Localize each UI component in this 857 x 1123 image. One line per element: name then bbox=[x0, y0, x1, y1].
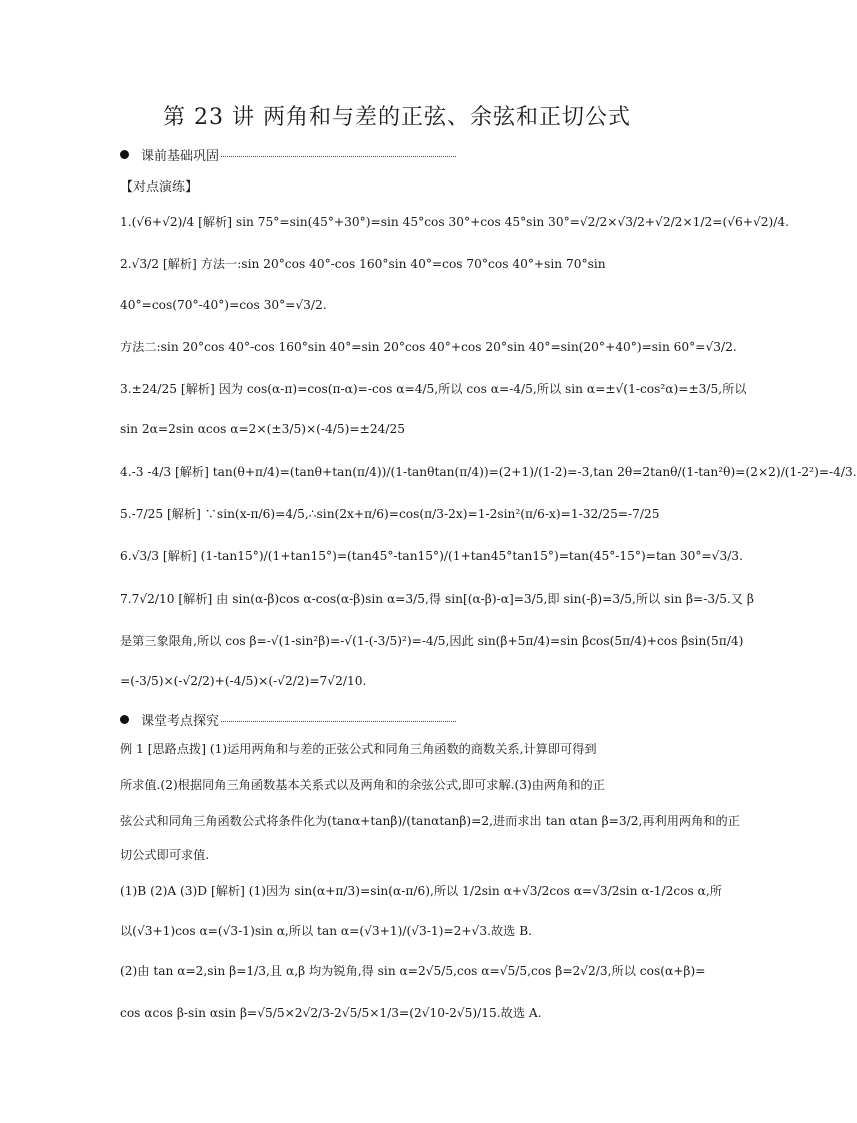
bullet-icon bbox=[120, 150, 129, 159]
section-heading-classroom bbox=[120, 710, 456, 729]
answer-line: 1.(√6+√2)/4 [解析] sin 75°=sin(45°+30°)=sin 45°cos 30°+cos 45°sin 30°=√2/2×√3/2+√2/2×1/2=(√6+√2)/4. bbox=[120, 215, 789, 229]
section-heading-text: 课前基础巩固 bbox=[141, 149, 220, 164]
dotted-divider bbox=[221, 721, 456, 722]
example-line: 所求值.(2)根据同角三角函数基本关系式以及两角和的余弦公式,即可求解.(3)由两角和的正 bbox=[120, 778, 605, 792]
dotted-divider bbox=[221, 156, 456, 157]
bullet-icon bbox=[120, 715, 129, 724]
section-heading-basics bbox=[120, 145, 456, 164]
example-line: 切公式即可求值. bbox=[120, 848, 210, 862]
page-title: 第 23 讲 两角和与差的正弦、余弦和正切公式 bbox=[163, 105, 631, 130]
section-heading-text: 课堂考点探究 bbox=[141, 714, 220, 729]
example-line: 例 1 [思路点拨] (1)运用两角和与差的正弦公式和同角三角函数的商数关系,计算即可得到 bbox=[120, 742, 597, 756]
example-line: cos αcos β-sin αsin β=√5/5×2√2/3-2√5/5×1/3=(2√10-2√5)/15.故选 A. bbox=[120, 1006, 542, 1020]
answer-line: sin 2α=2sin αcos α=2×(±3/5)×(-4/5)=±24/25 bbox=[120, 422, 405, 436]
answer-line: 2.√3/2 [解析] 方法一:sin 20°cos 40°-cos 160°sin 40°=cos 70°cos 40°+sin 70°sin bbox=[120, 257, 606, 271]
example-line: 弦公式和同角三角函数公式将条件化为(tanα+tanβ)/(tanαtanβ)=2,进而求出 tan αtan β=3/2,再利用两角和的正 bbox=[120, 814, 740, 828]
example-line: (2)由 tan α=2,sin β=1/3,且 α,β 均为锐角,得 sin α=2√5/5,cos α=√5/5,cos β=2√2/3,所以 cos(α+β)= bbox=[120, 964, 706, 978]
example-line: (1)B (2)A (3)D [解析] (1)因为 sin(α+π/3)=sin(α-π/6),所以 1/2sin α+√3/2cos α=√3/2sin α-1/2cos α,所 bbox=[120, 884, 722, 898]
answer-line: 是第三象限角,所以 cos β=-√(1-sin²β)=-√(1-(-3/5)²)=-4/5,因此 sin(β+5π/4)=sin βcos(5π/4)+cos βsin(5π/4) bbox=[120, 634, 744, 648]
answer-line: 5.-7/25 [解析] ∵sin(x-π/6)=4/5,∴sin(2x+π/6)=cos(π/3-2x)=1-2sin²(π/6-x)=1-32/25=-7/25 bbox=[120, 507, 660, 521]
example-line: 以(√3+1)cos α=(√3-1)sin α,所以 tan α=(√3+1)/(√3-1)=2+√3.故选 B. bbox=[120, 924, 533, 938]
answer-line: =(-3/5)×(-√2/2)+(-4/5)×(-√2/2)=7√2/10. bbox=[120, 674, 367, 688]
answer-line: 3.±24/25 [解析] 因为 cos(α-π)=cos(π-α)=-cos α=4/5,所以 cos α=-4/5,所以 sin α=±√(1-cos²α)=±3/5,所以 bbox=[120, 382, 747, 396]
answer-line: 40°=cos(70°-40°)=cos 30°=√3/2. bbox=[120, 298, 327, 312]
subheading: 【对点演练】 bbox=[120, 180, 199, 195]
answer-line: 6.√3/3 [解析] (1-tan15°)/(1+tan15°)=(tan45°-tan15°)/(1+tan45°tan15°)=tan(45°-15°)=tan 30°=√3/3. bbox=[120, 549, 743, 563]
answer-line: 方法二:sin 20°cos 40°-cos 160°sin 40°=sin 20°cos 40°+cos 20°sin 40°=sin(20°+40°)=sin 60°=√3/2. bbox=[120, 340, 737, 354]
answer-line: 7.7√2/10 [解析] 由 sin(α-β)cos α-cos(α-β)sin α=3/5,得 sin[(α-β)-α]=3/5,即 sin(-β)=3/5,所以 sin β=-3/5.又 β bbox=[120, 592, 754, 606]
answer-line: 4.-3 -4/3 [解析] tan(θ+π/4)=(tanθ+tan(π/4))/(1-tanθtan(π/4))=(2+1)/(1-2)=-3,tan 2θ=2tanθ/(1-tan²θ)=(2×2)/(1-2²)=-4/3. bbox=[120, 465, 857, 479]
